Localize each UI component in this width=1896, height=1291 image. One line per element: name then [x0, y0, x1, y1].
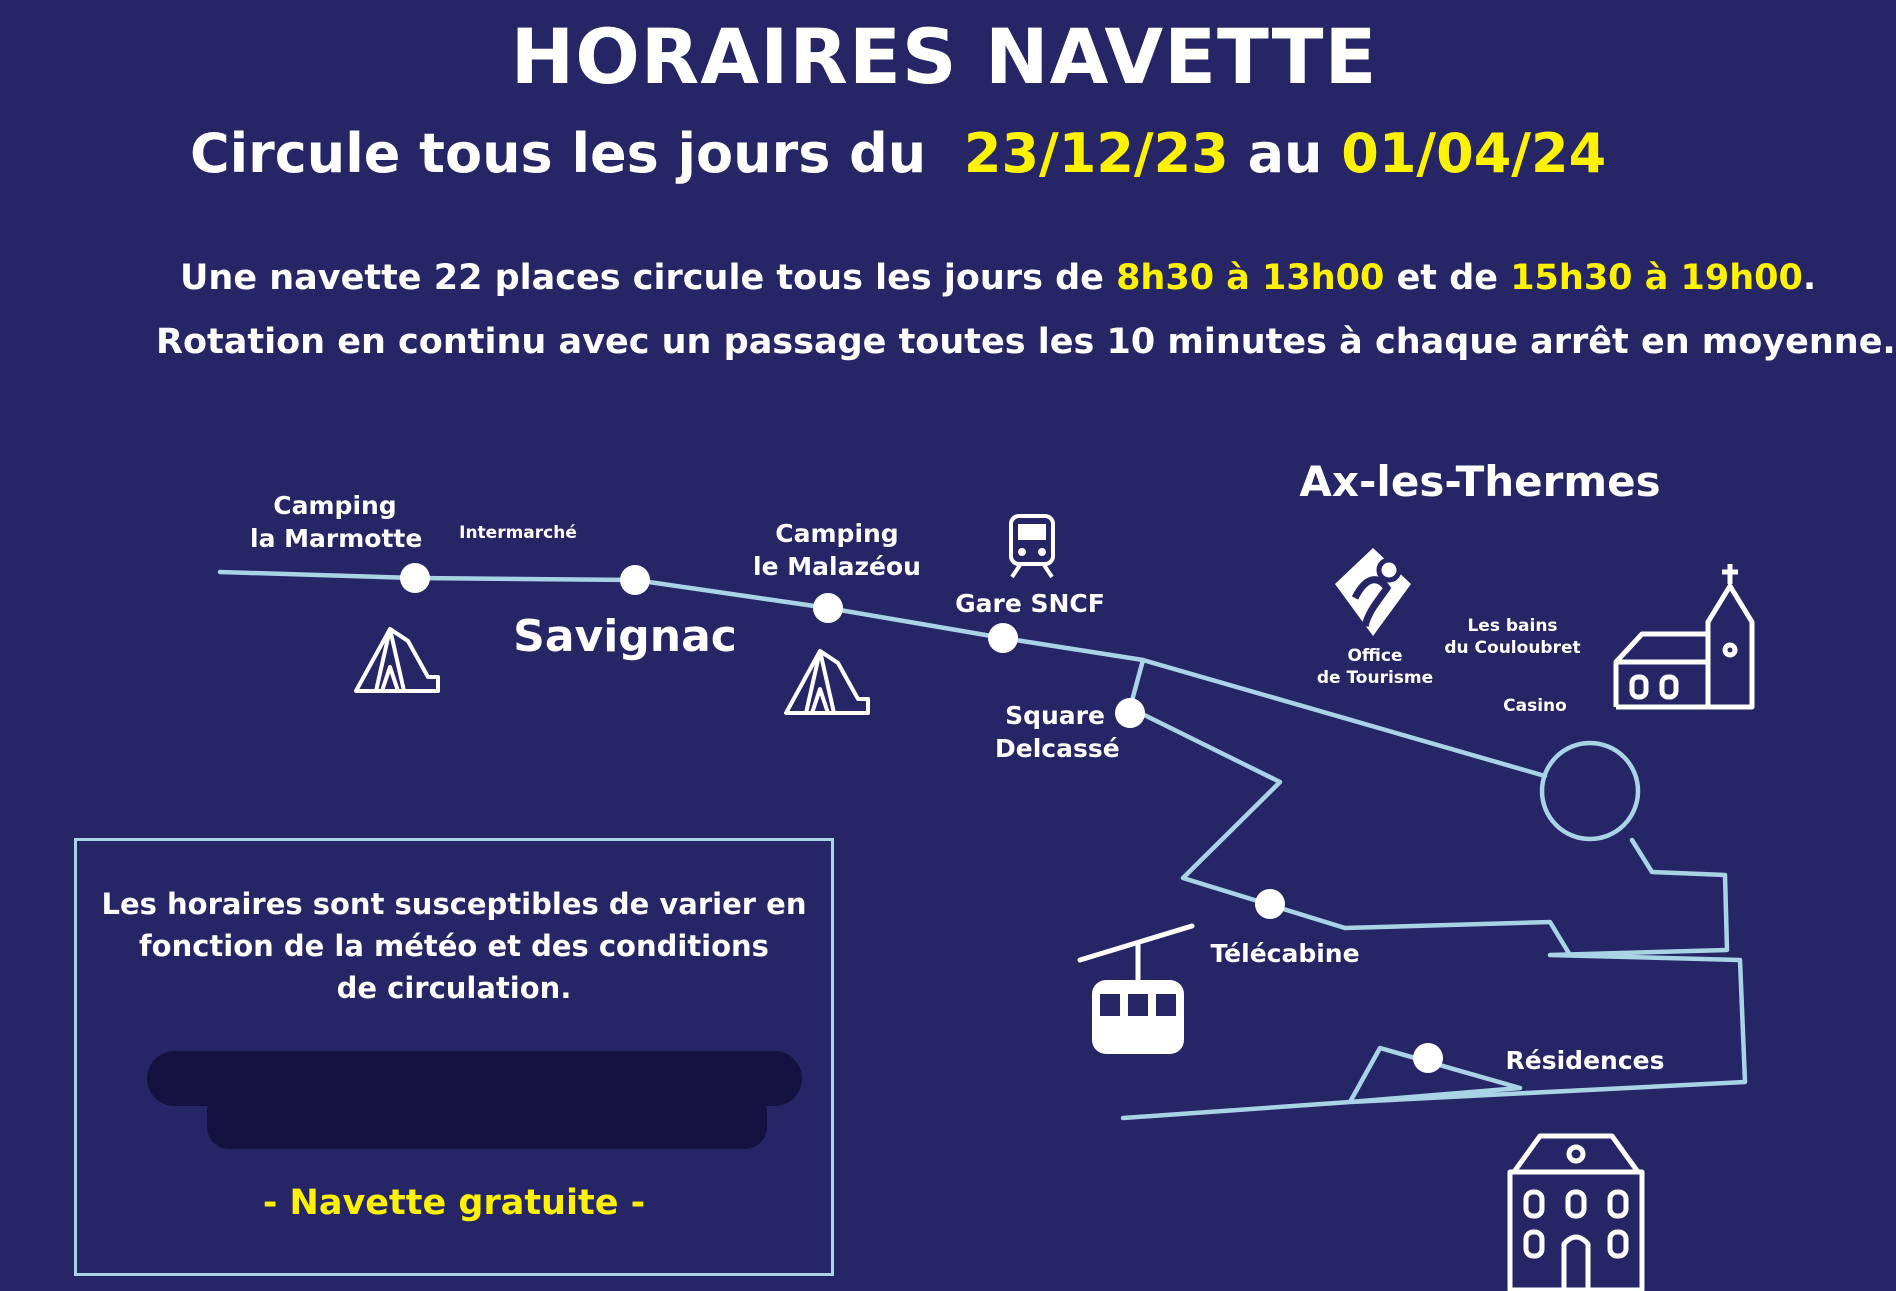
- stop-marker-residences: [1413, 1043, 1443, 1073]
- stop-camping-marmotte: [250, 490, 423, 555]
- schedule-hours-suffix: .: [1802, 258, 1817, 298]
- notice-text: [77, 883, 831, 1009]
- stop-marker-telecabine: [1255, 889, 1285, 919]
- stop-label-line: Square: [1005, 701, 1105, 730]
- rotation-frequency: Rotation en continu avec un passage toutes les 10 minutes à chaque arrêt en moyenne.: [156, 322, 1896, 362]
- redacted-area: [207, 1089, 767, 1149]
- poi-office-tourisme: [1315, 645, 1435, 689]
- church-icon: [1616, 564, 1752, 707]
- stop-square-delcasse: [995, 700, 1120, 765]
- train-icon: [1011, 516, 1053, 577]
- stop-label-line: Camping: [273, 491, 397, 520]
- stop-label-line: Camping: [775, 519, 899, 548]
- stop-label-line: le Malazéou: [753, 551, 921, 581]
- stop-marker-camping-malazeou: [813, 593, 843, 623]
- poi-label-line: de Tourisme: [1316, 668, 1434, 689]
- notice-line: de circulation.: [336, 971, 572, 1006]
- schedule-hours-mid: et de: [1396, 258, 1499, 298]
- building-icon: [1510, 1136, 1642, 1290]
- morning-hours: 8h30 à 13h00: [1116, 258, 1385, 298]
- stop-camping-malazeou: [752, 518, 922, 583]
- poi-label-line: Office: [1347, 646, 1403, 666]
- stop-marker-camping-marmotte: [400, 563, 430, 593]
- town-savignac: Savignac: [513, 611, 737, 662]
- stop-residences: Résidences: [1505, 1046, 1665, 1075]
- notice-line: fonction de la météo et des conditions: [139, 929, 769, 964]
- page-title: HORAIRES NAVETTE: [510, 12, 1378, 101]
- poi-label-line: Les bains: [1467, 616, 1558, 636]
- date-start: 23/12/23: [963, 122, 1229, 185]
- notice-box: [74, 838, 834, 1276]
- stop-telecabine: Télécabine: [1210, 939, 1360, 968]
- tourism-office-icon: [1335, 548, 1411, 636]
- stop-marker-gare-sncf: [988, 623, 1018, 653]
- town-ax-les-thermes: Ax-les-Thermes: [1299, 457, 1661, 506]
- schedule-hours-prefix: Une navette 22 places circule tous les jours de: [180, 258, 1104, 298]
- afternoon-hours: 15h30 à 19h00: [1510, 258, 1803, 298]
- tent-icon: [356, 629, 438, 691]
- poi-label-line: du Couloubret: [1444, 638, 1581, 659]
- poi-bains-couloubret: [1440, 615, 1585, 659]
- poi-casino: Casino: [1503, 696, 1567, 716]
- service-period-conjunction: au: [1247, 122, 1323, 185]
- stop-label-line: Delcassé: [995, 733, 1120, 763]
- stop-gare-sncf: Gare SNCF: [955, 589, 1105, 618]
- free-shuttle-label: - Navette gratuite -: [262, 1183, 646, 1223]
- service-period-label: Circule tous les jours du: [190, 122, 927, 185]
- casino-roundabout: [1542, 743, 1638, 839]
- cable-car-icon: [1080, 926, 1192, 1054]
- notice-line: Les horaires sont susceptibles de varier en: [101, 887, 807, 921]
- stop-marker-intermarche: [620, 565, 650, 595]
- tent-icon: [786, 651, 868, 713]
- date-end: 01/04/24: [1341, 122, 1607, 185]
- stop-marker-square-delcasse: [1115, 698, 1145, 728]
- stop-label-line: la Marmotte: [250, 523, 423, 553]
- stop-intermarche: Intermarché: [459, 523, 577, 543]
